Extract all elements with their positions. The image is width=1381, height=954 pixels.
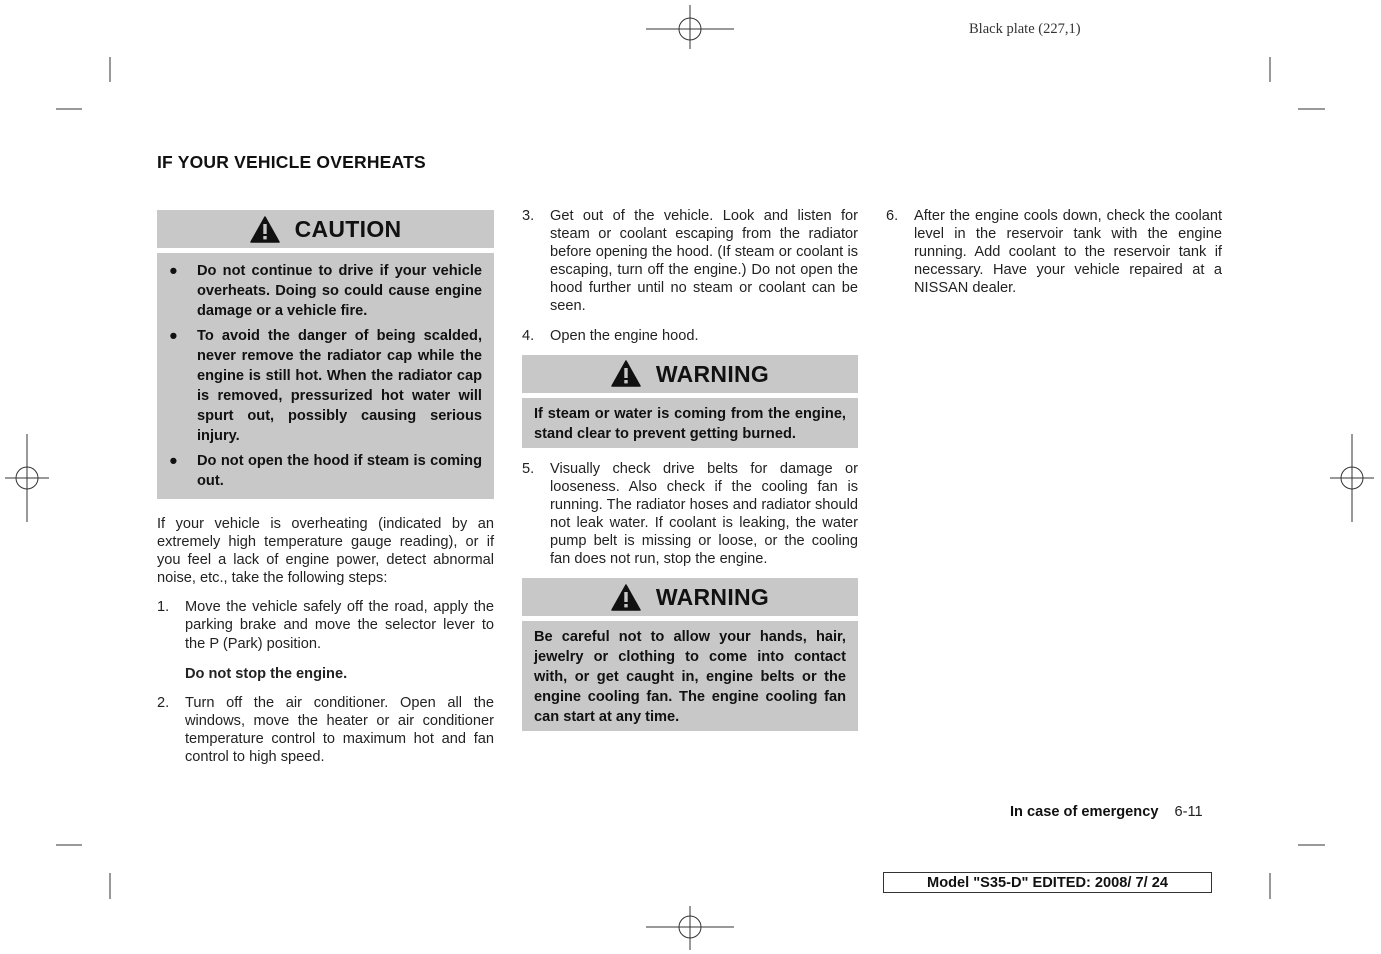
caution-bullet: ● To avoid the danger of being scalded, never remove the radiator cap while the engine is still hot. When the radiator cap is removed, pressurized hot water will spurt out, possibly causing serious injury. — [169, 328, 482, 444]
step-3: 3. Get out of the vehicle. Look and listen for steam or coolant escaping from the radiator before opening the hood. (If steam or coolant is escaping, turn off the engine.) Do not open the hood further until no steam or coolant can be seen. — [522, 208, 858, 315]
caution-bullet: ● Do not open the hood if steam is coming out. — [169, 453, 482, 489]
warning-triangle-icon — [611, 584, 641, 611]
caution-body — [157, 253, 494, 499]
column-3 — [886, 207, 1222, 297]
warning-heading-2: WARNING — [655, 584, 770, 611]
step-5: 5. Visually check drive belts for damage or looseness. Also check if the cooling fan is running. The radiator hoses and radiator should not leak water. If coolant is leaking, the water pump belt is missing or loose, or the cooling fan does not run, stop the engine. — [522, 460, 858, 568]
bullet-dot-icon: ● — [169, 263, 178, 279]
intro-paragraph: If your vehicle is overheating (indicated by an extremely high temperature gauge reading), or if you feel a lack of engine power, detect abnormal noise, etc., take the following steps: — [157, 516, 494, 587]
caution-box — [157, 210, 494, 499]
step-2: 2. Turn off the air conditioner. Open all the windows, move the heater or air conditioner temperature control to maximum hot and fan control to high speed. — [157, 694, 494, 766]
warning-triangle-icon — [250, 216, 280, 243]
plate-label: Black plate (227,1) — [969, 21, 1081, 37]
step-6: 6. After the engine cools down, check the coolant level in the reservoir tank with the engine running. Add coolant to the reservoir tank if necessary. Have your vehicle repaired at a NISSAN dealer. — [886, 208, 1222, 297]
warning-heading-1: WARNING — [655, 360, 770, 387]
section-title: IF YOUR VEHICLE OVERHEATS — [157, 152, 426, 172]
caution-bullet: ● Do not continue to drive if your vehicle overheats. Doing so could cause engine damage or a vehicle fire. — [169, 263, 482, 319]
warning-box-1 — [522, 355, 858, 448]
bullet-dot-icon: ● — [169, 453, 178, 469]
warning-triangle-icon — [611, 360, 641, 387]
page-number: 6-11 — [1174, 804, 1203, 820]
caution-header — [157, 210, 494, 248]
footer-section-name: In case of emergency — [1010, 804, 1159, 820]
warning-header-1 — [522, 355, 858, 393]
footer-section — [1010, 804, 1203, 820]
caution-heading: CAUTION — [294, 215, 402, 242]
bullet-dot-icon: ● — [169, 328, 178, 344]
model-edited-label: Model "S35-D" EDITED: 2008/ 7/ 24 — [883, 872, 1212, 893]
warning-box-2 — [522, 578, 858, 731]
column-1 — [157, 210, 494, 766]
step-4: 4. Open the engine hood. — [522, 327, 699, 344]
column-2 — [522, 207, 858, 731]
step-1-note: Do not stop the engine. — [185, 665, 348, 682]
step-1: 1. Move the vehicle safely off the road, apply the parking brake and move the selector lever to the P (Park) position. — [157, 599, 494, 652]
warning-body-1: If steam or water is coming from the engine, stand clear to prevent getting burned. — [522, 398, 858, 448]
warning-body-2: Be careful not to allow your hands, hair, jewelry or clothing to come into contact with, or get caught in, engine belts or the engine cooling fan. The engine cooling fan can start at any time. — [522, 621, 858, 731]
warning-header-2 — [522, 578, 858, 616]
